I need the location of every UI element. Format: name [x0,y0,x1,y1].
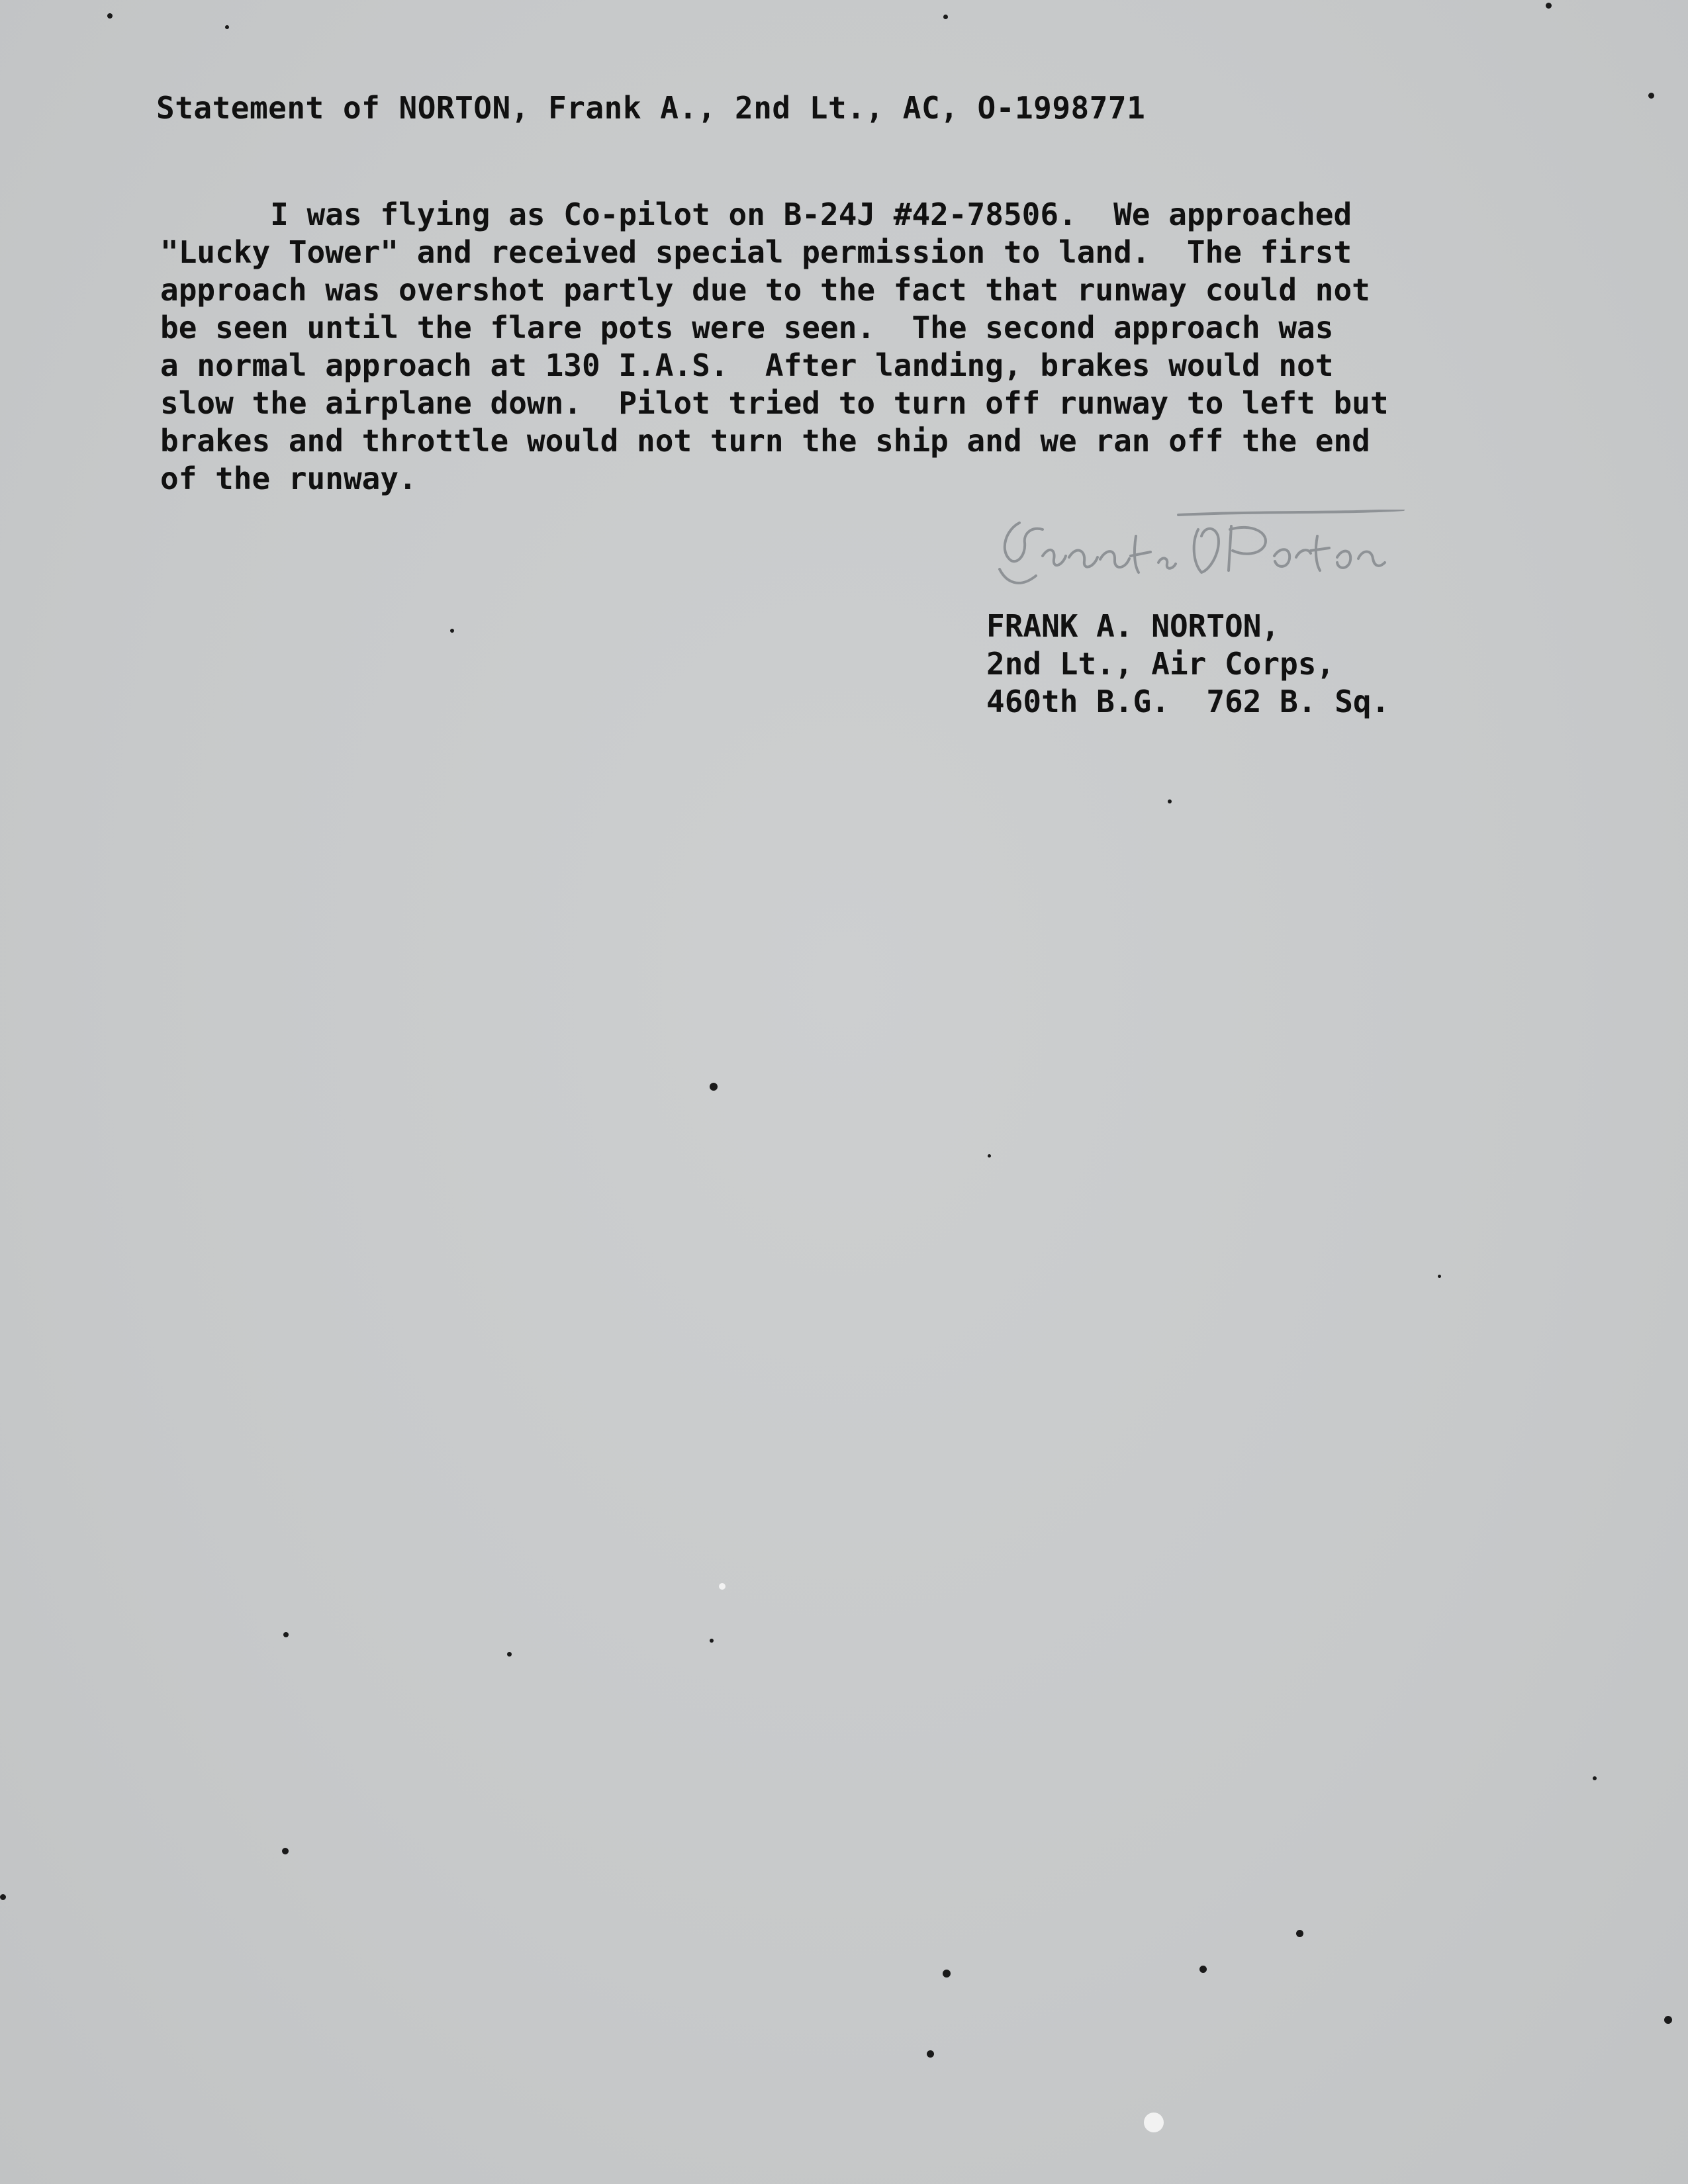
scan-speck [1199,1966,1207,1973]
scan-speck [1438,1275,1441,1278]
scan-speck [283,1632,289,1637]
scan-speck [719,1583,726,1590]
body-line: "Lucky Tower" and received special permission to land. The first [160,234,1352,270]
scan-speck [1664,2016,1672,2024]
scan-speck [1546,3,1552,9]
scan-speck [988,1154,991,1158]
body-line: slow the airplane down. Pilot tried to turn off runway to left but [160,385,1389,421]
scan-speck [1593,1776,1597,1780]
body-line: of the runway. [160,461,417,496]
scan-speck [0,1894,6,1900]
scan-speck [282,1848,289,1854]
body-line: approach was overshot partly due to the fact that runway could not [160,272,1370,308]
scan-speck [225,25,229,29]
scan-speck [710,1639,714,1643]
scan-speck [107,13,113,19]
scan-speck [1168,799,1172,803]
signer-unit: 460th B.G. 762 B. Sq. [986,684,1390,719]
signer-name: FRANK A. NORTON, [986,608,1280,644]
body-line: be seen until the flare pots were seen. The second approach was [160,310,1334,345]
scan-speck [710,1083,718,1091]
body-line: I was flying as Co-pilot on B-24J #42-78506. We approached [160,197,1352,232]
scan-speck [507,1652,512,1657]
signer-rank: 2nd Lt., Air Corps, [986,646,1335,682]
scan-speck [943,1970,951,1978]
scan-speck [1648,93,1654,99]
scan-speck [1296,1930,1303,1937]
scan-speck [943,15,948,19]
scan-speck [927,2050,934,2058]
handwritten-signature [980,510,1443,609]
body-line: brakes and throttle would not turn the ship and we ran off the end [160,423,1370,459]
signature-block [986,608,1389,721]
statement-body [160,196,1484,498]
scan-speck [1144,2113,1164,2132]
scan-speck [450,629,454,633]
body-line: a normal approach at 130 I.A.S. After landing, brakes would not [160,347,1334,383]
statement-heading: Statement of NORTON, Frank A., 2nd Lt., AC, O-1998771 [156,90,1146,126]
